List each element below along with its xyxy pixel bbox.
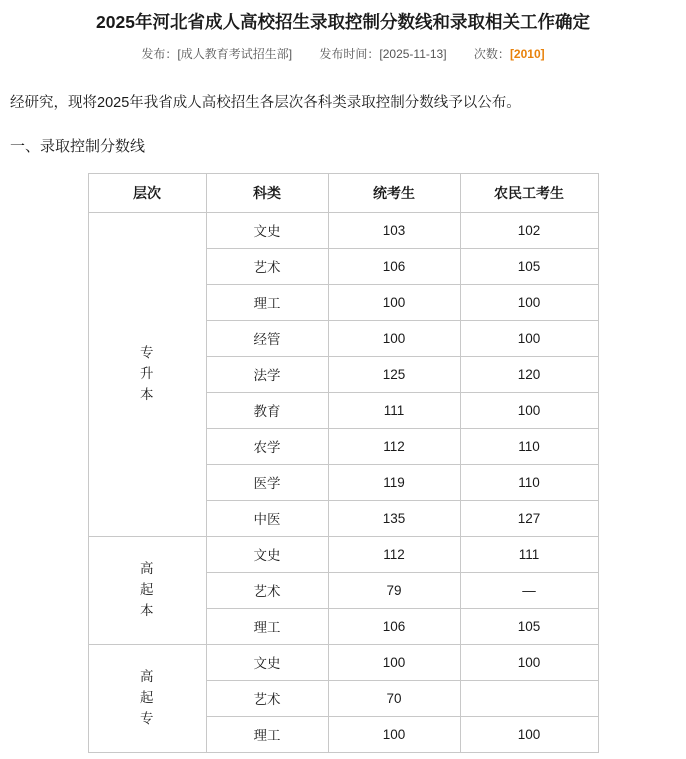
subject-cell: 艺术: [206, 680, 328, 716]
level-char: 起: [140, 689, 154, 705]
column-header-subject: 科类: [206, 173, 328, 212]
migrant-score-cell: —: [460, 572, 598, 608]
migrant-score-cell: 120: [460, 356, 598, 392]
migrant-score-cell: 102: [460, 212, 598, 248]
migrant-score-cell: 127: [460, 500, 598, 536]
meta-views-value: [2010]: [509, 46, 545, 61]
unified-score-cell: 119: [328, 464, 460, 500]
unified-score-cell: 135: [328, 500, 460, 536]
level-cell-gaoqizhuan: [88, 644, 206, 752]
level-char: 专: [140, 344, 154, 360]
level-char: 起: [140, 581, 154, 597]
migrant-score-cell: 100: [460, 716, 598, 752]
migrant-score-cell: 110: [460, 428, 598, 464]
subject-cell: 文史: [206, 212, 328, 248]
meta-views: [474, 45, 545, 62]
subject-cell: 文史: [206, 644, 328, 680]
migrant-score-cell: 105: [460, 248, 598, 284]
unified-score-cell: 106: [328, 248, 460, 284]
migrant-score-cell: 105: [460, 608, 598, 644]
level-char: 专: [140, 710, 154, 726]
section-heading: 一、录取控制分数线: [10, 137, 146, 155]
unified-score-cell: 111: [328, 392, 460, 428]
subject-cell: 艺术: [206, 572, 328, 608]
level-cell-gaoqiben: [88, 536, 206, 644]
table-row: [88, 536, 598, 572]
migrant-score-cell: 100: [460, 392, 598, 428]
column-header-migrant: 农民工考生: [460, 173, 598, 212]
meta-publisher-label: 发布：: [141, 46, 178, 61]
page-title: 2025年河北省成人高校招生录取控制分数线和录取相关工作确定: [96, 12, 590, 32]
table-body: [88, 212, 598, 752]
meta-publisher: [141, 45, 292, 62]
migrant-score-cell: 100: [460, 320, 598, 356]
column-header-level: 层次: [88, 173, 206, 212]
migrant-score-cell: 111: [460, 536, 598, 572]
unified-score-cell: 103: [328, 212, 460, 248]
unified-score-cell: 112: [328, 536, 460, 572]
unified-score-cell: 100: [328, 644, 460, 680]
intro-paragraph: 经研究，现将2025年我省成人高校招生各层次各科类录取控制分数线予以公布。: [10, 94, 521, 111]
document-meta: [8, 45, 678, 62]
unified-score-cell: 106: [328, 608, 460, 644]
subject-cell: 医学: [206, 464, 328, 500]
level-cell-zhuanshengben: [88, 212, 206, 536]
unified-score-cell: 125: [328, 356, 460, 392]
subject-cell: 法学: [206, 356, 328, 392]
subject-cell: 理工: [206, 608, 328, 644]
table-row: [88, 212, 598, 248]
unified-score-cell: 100: [328, 320, 460, 356]
unified-score-cell: 100: [328, 716, 460, 752]
meta-date-label: 发布时间：: [319, 46, 380, 61]
subject-cell: 中医: [206, 500, 328, 536]
unified-score-cell: 112: [328, 428, 460, 464]
migrant-score-cell: 110: [460, 464, 598, 500]
level-char: 本: [140, 386, 154, 402]
migrant-score-cell: 100: [460, 644, 598, 680]
level-char: 高: [140, 668, 154, 684]
table-header-row: [88, 173, 598, 212]
score-table: [88, 173, 599, 753]
subject-cell: 理工: [206, 716, 328, 752]
level-char: 本: [140, 602, 154, 618]
meta-views-label: 次数：: [473, 46, 510, 61]
level-char: 高: [140, 560, 154, 576]
meta-publisher-value: [成人教育考试招生部]: [177, 46, 293, 61]
subject-cell: 教育: [206, 392, 328, 428]
subject-cell: 艺术: [206, 248, 328, 284]
table-header: [88, 173, 598, 212]
meta-date: [319, 45, 446, 62]
subject-cell: 理工: [206, 284, 328, 320]
level-char: 升: [140, 365, 154, 381]
migrant-score-cell: 100: [460, 284, 598, 320]
column-header-unified: 统考生: [328, 173, 460, 212]
document-page: [0, 10, 686, 753]
meta-date-value: [2025-11-13]: [379, 46, 447, 61]
unified-score-cell: 100: [328, 284, 460, 320]
subject-cell: 经管: [206, 320, 328, 356]
subject-cell: 文史: [206, 536, 328, 572]
unified-score-cell: 70: [328, 680, 460, 716]
table-row: [88, 644, 598, 680]
migrant-score-cell: [460, 680, 598, 716]
score-table-container: [8, 173, 678, 753]
subject-cell: 农学: [206, 428, 328, 464]
unified-score-cell: 79: [328, 572, 460, 608]
